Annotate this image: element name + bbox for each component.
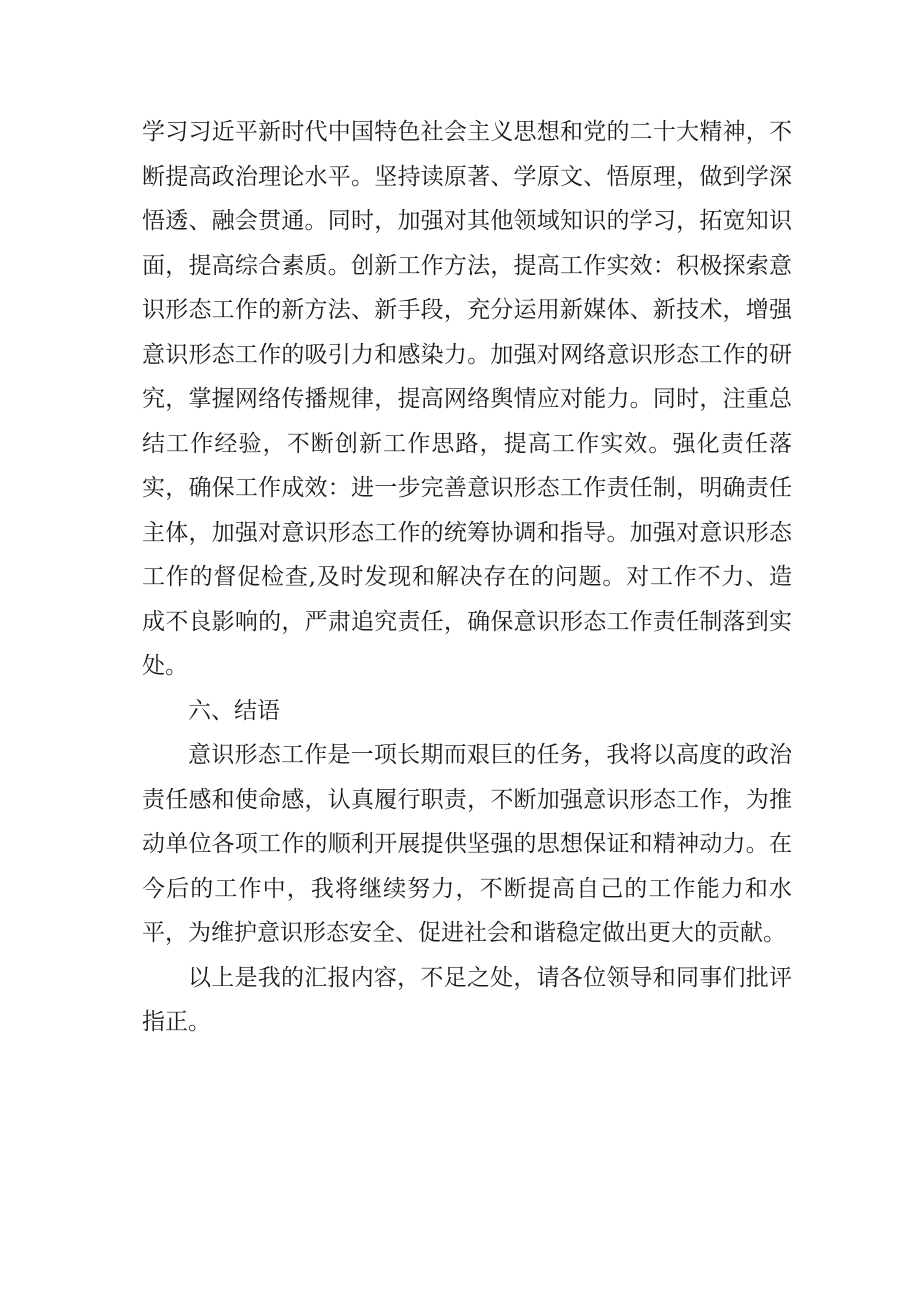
document-body [142,110,792,1045]
body-paragraph: 学习习近平新时代中国特色社会主义思想和党的二十大精神，不断提高政治理论水平。坚持读原著、学原文、悟原理，做到学深悟透、融会贯通。同时，加强对其他领域知识的学习，拓宽知识面，提高综合素质。创新工作方法，提高工作实效：积极探索意识形态工作的新方法、新手段，充分运用新媒体、新技术，增强意识形态工作的吸引力和感染力。加强对网络意识形态工作的研究，掌握网络传播规律，提高网络舆情应对能力。同时，注重总结工作经验，不断创新工作思路，提高工作实效。强化责任落实，确保工作成效：进一步完善意识形态工作责任制，明确责任主体，加强对意识形态工作的统筹协调和指导。加强对意识形态工作的督促检查,及时发现和解决存在的问题。对工作不力、造成不良影响的，严肃追究责任，确保意识形态工作责任制落到实处。 [142,119,792,679]
closing-paragraph: 意识形态工作是一项长期而艰巨的任务，我将以高度的政治责任感和使命感，认真履行职责，不断加强意识形态工作，为推动单位各项工作的顺利开展提供坚强的思想保证和精神动力。在今后的工作中，我将继续努力，不断提高自己的工作能力和水平，为维护意识形态安全、促进社会和谐稳定做出更大的贡献。 [142,742,792,946]
final-remarks-paragraph: 以上是我的汇报内容，不足之处，请各位领导和同事们批评指正。 [142,964,792,1035]
section-heading: 六、结语 [188,697,280,724]
